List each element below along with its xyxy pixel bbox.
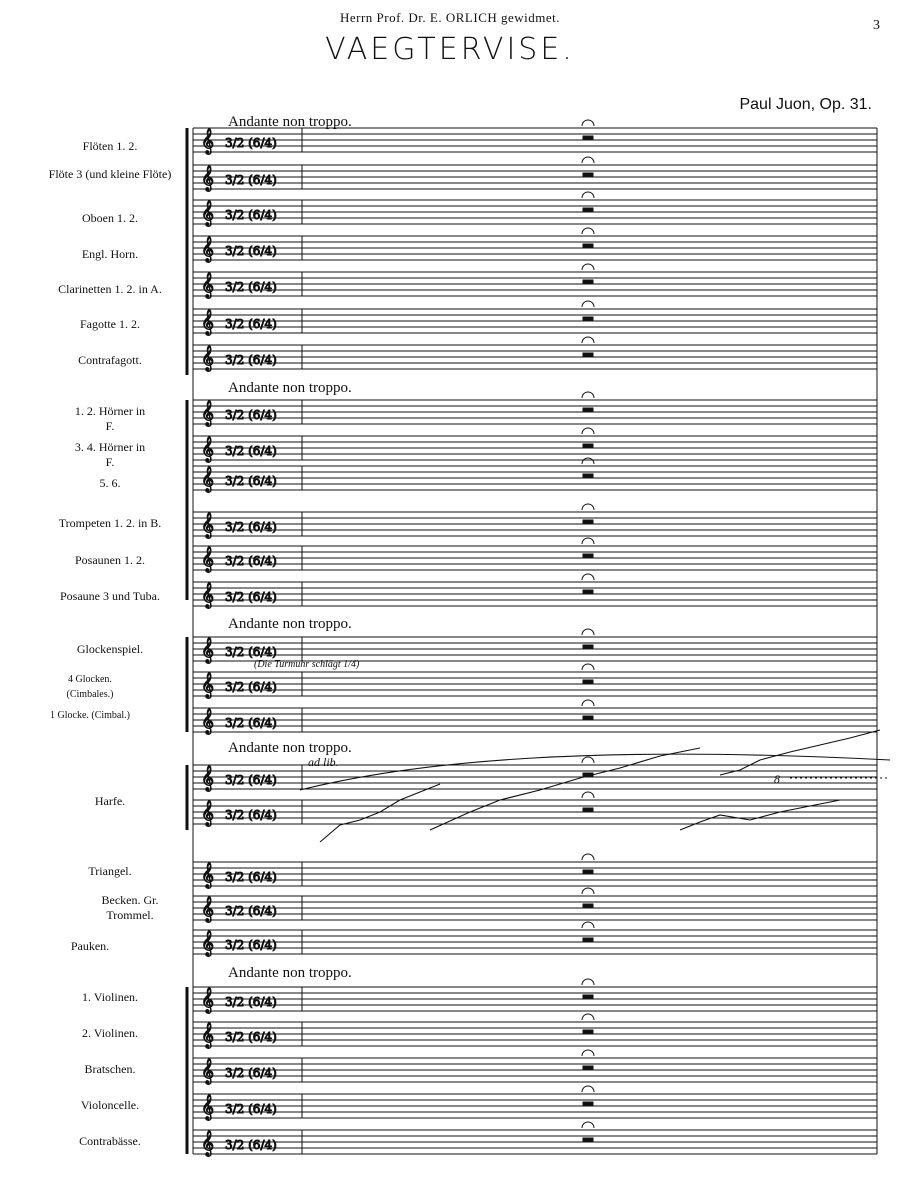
- whole-rest: [583, 408, 593, 411]
- whole-rest: [583, 808, 593, 811]
- whole-rest: [583, 173, 593, 176]
- tempo-marking-harp: Andante non troppo.: [228, 740, 352, 756]
- label-hoerner-3-4: 3. 4. Hörner in F.: [74, 440, 146, 469]
- time-signature: 3/2 (6/4): [225, 208, 277, 222]
- whole-rest: [583, 136, 593, 139]
- time-signature: 3/2 (6/4): [225, 244, 277, 258]
- time-signature: 3/2 (6/4): [225, 408, 277, 422]
- fermata-icon: [582, 757, 594, 763]
- fermata-icon: [582, 792, 594, 798]
- time-signature: 3/2 (6/4): [225, 773, 277, 787]
- page-title: VAEGTERVISE.: [325, 32, 575, 67]
- clef-icon: 𝄞: [201, 547, 215, 572]
- whole-rest: [583, 590, 593, 593]
- time-signature: 3/2 (6/4): [225, 716, 277, 730]
- fermata-icon: [582, 504, 594, 510]
- label-floete-3: Flöte 3 (und kleine Flöte): [48, 167, 172, 181]
- time-signature: 3/2 (6/4): [225, 938, 277, 952]
- label-4-glocken: 4 Glocken. (Cimbales.): [66, 674, 114, 700]
- clef-icon: 𝄞: [201, 1095, 215, 1120]
- fermata-icon: [582, 192, 594, 198]
- whole-rest: [583, 280, 593, 283]
- fermata-icon: [582, 1086, 594, 1092]
- fermata-icon: [582, 458, 594, 464]
- whole-rest: [583, 520, 593, 523]
- label-fagotte: Fagotte 1. 2.: [80, 317, 140, 331]
- fermata-icon: [582, 664, 594, 670]
- octave-annotation: 8: [774, 772, 780, 786]
- time-signature: 3/2 (6/4): [225, 808, 277, 822]
- clef-icon: 𝄞: [201, 897, 215, 922]
- clef-icon: 𝄞: [201, 201, 215, 226]
- clef-icon: 𝄞: [201, 583, 215, 608]
- clef-icon: 𝄞: [201, 166, 215, 191]
- whole-rest: [583, 938, 593, 941]
- fermata-icon: [582, 337, 594, 343]
- whole-rest: [583, 353, 593, 356]
- clef-icon: 𝄞: [201, 467, 215, 492]
- whole-rest: [583, 1102, 593, 1105]
- clef-icon: 𝄞: [201, 1059, 215, 1084]
- time-signature: 3/2 (6/4): [225, 680, 277, 694]
- clef-icon: 𝄞: [201, 931, 215, 956]
- fermata-icon: [582, 629, 594, 635]
- time-signature: 3/2 (6/4): [225, 870, 277, 884]
- time-signature: 3/2 (6/4): [225, 645, 277, 659]
- clef-icon: 𝄞: [201, 129, 215, 154]
- time-signature: 3/2 (6/4): [225, 520, 277, 534]
- tempo-marking-strings: Andante non troppo.: [228, 965, 352, 981]
- clef-icon: 𝄞: [201, 863, 215, 888]
- time-signature: 3/2 (6/4): [225, 474, 277, 488]
- fermata-icon: [582, 854, 594, 860]
- fermata-icon: [582, 979, 594, 985]
- whole-rest: [583, 680, 593, 683]
- clef-icon: 𝄞: [201, 1023, 215, 1048]
- label-1-glocke: 1 Glocke. (Cimbal.): [50, 710, 130, 721]
- label-posaunen: Posaunen 1. 2.: [75, 553, 145, 567]
- whole-rest: [583, 995, 593, 998]
- whole-rest: [583, 870, 593, 873]
- label-posaune-tuba: Posaune 3 und Tuba.: [59, 589, 160, 603]
- ad-lib-annotation: ad lib.: [308, 755, 339, 769]
- label-bratschen: Bratschen.: [84, 1062, 136, 1076]
- fermata-icon: [582, 428, 594, 434]
- whole-rest: [583, 444, 593, 447]
- whole-rest: [583, 716, 593, 719]
- fermata-icon: [582, 1050, 594, 1056]
- fermata-icon: [582, 157, 594, 163]
- time-signature: 3/2 (6/4): [225, 317, 277, 331]
- clef-icon: 𝄞: [201, 437, 215, 462]
- label-hoerner-1-2: 1. 2. Hörner in F.: [74, 404, 146, 433]
- label-contrabaesse: Contrabässe.: [79, 1134, 141, 1148]
- tempo-marking-brass: Andante non troppo.: [228, 380, 352, 396]
- whole-rest: [583, 904, 593, 907]
- time-signature: 3/2 (6/4): [225, 1102, 277, 1116]
- whole-rest: [583, 1066, 593, 1069]
- clef-icon: 𝄞: [201, 310, 215, 335]
- clef-icon: 𝄞: [201, 237, 215, 262]
- time-signature: 3/2 (6/4): [225, 904, 277, 918]
- harp-arpeggio: [300, 730, 890, 842]
- time-signature: 3/2 (6/4): [225, 353, 277, 367]
- label-violinen-2: 2. Violinen.: [81, 1026, 139, 1040]
- time-signature: 3/2 (6/4): [225, 590, 277, 604]
- whole-rest: [583, 645, 593, 648]
- fermata-icon: [582, 264, 594, 270]
- clef-icon: 𝄞: [201, 801, 215, 826]
- label-clarinetten: Clarinetten 1. 2. in A.: [58, 282, 162, 296]
- turmuhr-annotation: (Die Turmuhr schlägt 1/4): [254, 659, 360, 670]
- tempo-marking-woodwinds: Andante non troppo.: [228, 114, 352, 130]
- fermata-icon: [582, 538, 594, 544]
- whole-rest: [583, 1138, 593, 1141]
- fermata-icon: [582, 120, 594, 126]
- label-harfe: Harfe.: [94, 794, 126, 808]
- label-violoncelle: Violoncelle.: [80, 1098, 140, 1112]
- label-triangel: Triangel.: [88, 864, 132, 878]
- time-signature: 3/2 (6/4): [225, 1138, 277, 1152]
- time-signature: 3/2 (6/4): [225, 554, 277, 568]
- whole-rest: [583, 554, 593, 557]
- whole-rest: [583, 1030, 593, 1033]
- clef-icon: 𝄞: [201, 401, 215, 426]
- label-trompeten: Trompeten 1. 2. in B.: [58, 516, 162, 530]
- label-pauken: Pauken.: [70, 939, 110, 953]
- clef-icon: 𝄞: [201, 988, 215, 1013]
- clef-icon: 𝄞: [201, 709, 215, 734]
- clef-icon: 𝄞: [201, 766, 215, 791]
- fermata-icon: [582, 1014, 594, 1020]
- fermata-icon: [582, 228, 594, 234]
- time-signature: 3/2 (6/4): [225, 136, 277, 150]
- fermata-icon: [582, 888, 594, 894]
- label-glockenspiel: Glockenspiel.: [76, 642, 144, 656]
- clef-icon: 𝄞: [201, 673, 215, 698]
- time-signature: 3/2 (6/4): [225, 995, 277, 1009]
- label-hoerner-5-6: 5. 6.: [99, 476, 121, 490]
- label-violinen-1: 1. Violinen.: [81, 990, 139, 1004]
- label-oboen: Oboen 1. 2.: [82, 211, 138, 225]
- tempo-marking-bells: Andante non troppo.: [228, 616, 352, 632]
- time-signature: 3/2 (6/4): [225, 1030, 277, 1044]
- clef-icon: 𝄞: [201, 638, 215, 663]
- clef-icon: 𝄞: [201, 1131, 215, 1156]
- label-becken-trommel: Becken. Gr. Trommel.: [101, 893, 159, 922]
- time-signature: 3/2 (6/4): [225, 1066, 277, 1080]
- clef-icon: 𝄞: [201, 273, 215, 298]
- time-signature: 3/2 (6/4): [225, 280, 277, 294]
- label-engl-horn: Engl. Horn.: [81, 247, 139, 261]
- fermata-icon: [582, 392, 594, 398]
- fermata-icon: [582, 1122, 594, 1128]
- page-number: 3: [873, 18, 880, 33]
- fermata-icon: [582, 922, 594, 928]
- clef-icon: 𝄞: [201, 346, 215, 371]
- fermata-icon: [582, 700, 594, 706]
- label-floeten-1-2: Flöten 1. 2.: [82, 139, 138, 153]
- whole-rest: [583, 474, 593, 477]
- clef-icon: 𝄞: [201, 513, 215, 538]
- whole-rest: [583, 317, 593, 320]
- whole-rest: [583, 244, 593, 247]
- composer-credit: Paul Juon, Op. 31.: [739, 96, 872, 113]
- dedication: Herrn Prof. Dr. E. ORLICH gewidmet.: [339, 10, 561, 25]
- whole-rest: [583, 208, 593, 211]
- time-signature: 3/2 (6/4): [225, 173, 277, 187]
- time-signature: 3/2 (6/4): [225, 444, 277, 458]
- fermata-icon: [582, 301, 594, 307]
- fermata-icon: [582, 574, 594, 580]
- label-contrafagott: Contrafagott.: [78, 353, 142, 367]
